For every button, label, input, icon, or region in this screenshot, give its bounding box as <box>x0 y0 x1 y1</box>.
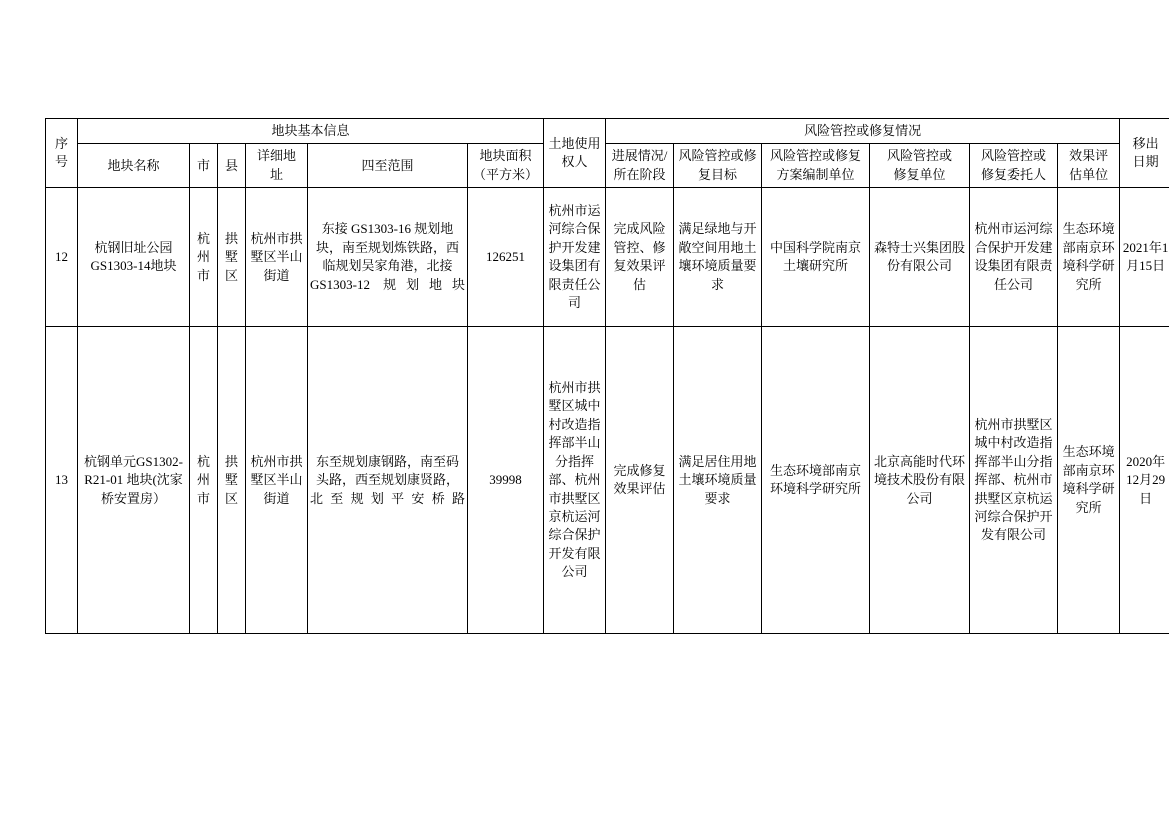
header-date-line2: 日期 <box>1132 154 1159 170</box>
cell-owner: 杭州市拱墅区城中村改造指挥部半山分指挥部、杭州市拱墅区京杭运河综合保护开发有限公司 <box>544 327 606 634</box>
cell-seq: 12 <box>46 188 78 327</box>
header-parcel-name: 地块名称 <box>78 144 190 188</box>
cell-county: 拱墅区 <box>218 188 246 327</box>
header-county: 县 <box>218 144 246 188</box>
cell-plan-unit: 中国科学院南京土壤研究所 <box>762 188 870 327</box>
cell-move-out-date: 2021年1月15日 <box>1120 188 1169 327</box>
header-goal <box>674 144 762 188</box>
cell-move-out-date: 2020年12月29日 <box>1120 327 1169 634</box>
cell-city: 杭州市 <box>190 188 218 327</box>
table-row <box>46 327 1169 634</box>
header-owner-line2: 权人 <box>561 154 588 170</box>
cell-stage: 完成修复效果评估 <box>606 327 674 634</box>
header-seq-line1: 序 <box>54 135 68 151</box>
header-city: 市 <box>190 144 218 188</box>
header-address: 详细地 址 <box>246 144 308 188</box>
cell-address: 杭州市拱墅区半山街道 <box>246 188 308 327</box>
header-eval-unit <box>1058 144 1120 188</box>
header-stage-line2: 所在阶段 <box>613 166 666 182</box>
table-column-header-row <box>46 144 1169 188</box>
header-client <box>970 144 1058 188</box>
header-seq-line2: 号 <box>54 154 68 170</box>
header-group-risk-info: 风险管控或修复情况 <box>606 119 1120 144</box>
cell-goal: 满足居住用地土壤环境质量要求 <box>674 327 762 634</box>
cell-address: 杭州市拱墅区半山街道 <box>246 327 308 634</box>
cell-stage: 完成风险管控、修复效果评估 <box>606 188 674 327</box>
cell-seq: 13 <box>46 327 78 634</box>
cell-goal: 满足绿地与开敞空间用地土壤环境质量要求 <box>674 188 762 327</box>
table-body <box>46 188 1169 634</box>
header-goal-line2: 复目标 <box>698 166 738 182</box>
header-goal-line1: 风险管控或修 <box>678 148 757 164</box>
cell-eval-unit: 生态环境部南京环境科学研究所 <box>1058 188 1120 327</box>
cell-fix-unit: 森特士兴集团股份有限公司 <box>870 188 970 327</box>
header-fix-line2: 修复单位 <box>893 166 946 182</box>
cell-client: 杭州市拱墅区城中村改造指挥部半山分指挥部、杭州市拱墅区京杭运河综合保护开发有限公司 <box>970 327 1058 634</box>
header-plan-unit <box>762 144 870 188</box>
table-group-header-row <box>46 119 1169 144</box>
header-client-line2: 修复委托人 <box>981 166 1047 182</box>
header-area <box>468 144 544 188</box>
header-stage <box>606 144 674 188</box>
cell-range: 东至规划康钢路，南至码头路，西至规划康贤路，北至规划平安桥路 <box>308 327 468 634</box>
header-area-line2: （平方米） <box>473 166 539 182</box>
cell-county: 拱墅区 <box>218 327 246 634</box>
cell-owner: 杭州市运河综合保护开发建设集团有限责任公司 <box>544 188 606 327</box>
header-group-basic-info: 地块基本信息 <box>78 119 544 144</box>
header-plan-line1: 风险管控或修复 <box>770 148 862 164</box>
header-eval-line2: 估单位 <box>1069 166 1109 182</box>
header-owner <box>544 119 606 188</box>
header-fix-unit <box>870 144 970 188</box>
header-owner-line1: 土地使用 <box>548 135 601 151</box>
header-fix-line1: 风险管控或 <box>887 148 953 164</box>
header-eval-line1: 效果评 <box>1069 148 1109 164</box>
cell-eval-unit: 生态环境部南京环境科学研究所 <box>1058 327 1120 634</box>
header-move-out-date <box>1120 119 1169 188</box>
cell-fix-unit: 北京高能时代环境技术股份有限公司 <box>870 327 970 634</box>
table-header <box>46 119 1169 188</box>
cell-parcel-name: 杭钢单元GS1302-R21-01 地块(沈家桥安置房） <box>78 327 190 634</box>
header-area-line1: 地块面积 <box>479 148 532 164</box>
header-seq <box>46 119 78 188</box>
cell-area: 126251 <box>468 188 544 327</box>
cell-city: 杭州市 <box>190 327 218 634</box>
cell-plan-unit: 生态环境部南京环境科学研究所 <box>762 327 870 634</box>
header-plan-line2: 方案编制单位 <box>776 166 855 182</box>
table-row <box>46 188 1169 327</box>
cell-client: 杭州市运河综合保护开发建设集团有限责任公司 <box>970 188 1058 327</box>
header-stage-line1: 进展情况/ <box>611 148 668 164</box>
land-parcel-table <box>45 118 1169 634</box>
cell-range: 东接 GS1303-16 规划地块，南至规划炼铁路，西临规划吴家角港，北接 GS1303-12 规划地块 <box>308 188 468 327</box>
cell-parcel-name: 杭钢旧址公园GS1303-14地块 <box>78 188 190 327</box>
header-date-line1: 移出 <box>1132 135 1159 151</box>
header-range: 四至范围 <box>308 144 468 188</box>
header-client-line1: 风险管控或 <box>981 148 1047 164</box>
cell-area: 39998 <box>468 327 544 634</box>
